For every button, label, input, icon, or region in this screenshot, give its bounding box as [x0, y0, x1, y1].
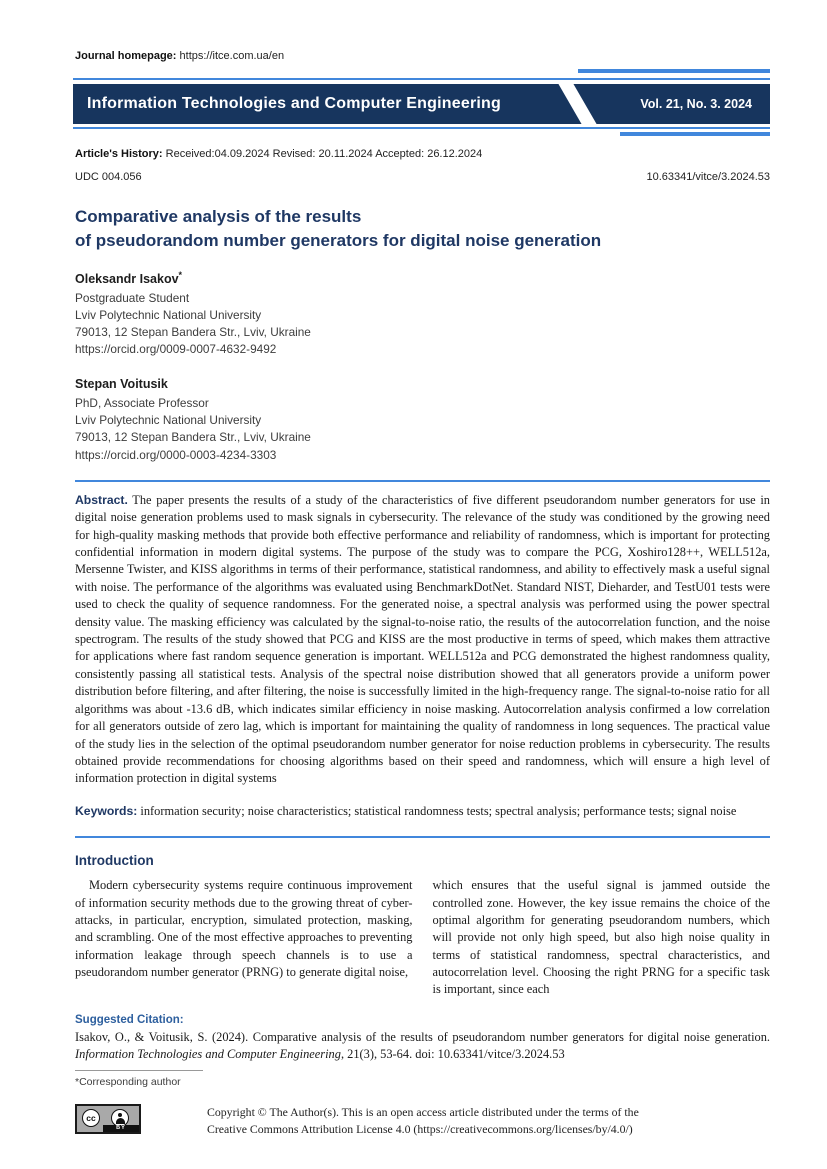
abstract-paragraph [75, 492, 770, 788]
author-name: Oleksandr Isakov* [75, 269, 183, 286]
bottom-accent-line [620, 132, 770, 136]
volume-info: Vol. 21, No. 3. 2024 [640, 97, 752, 111]
article-history-text: Received:04.09.2024 Revised: 20.11.2024 Accepted: 26.12.2024 [165, 148, 483, 160]
author-affiliation: Lviv Polytechnic National University [75, 307, 262, 322]
keywords-text: information security; noise characteristics; statistical randomness tests; spectral analysis; performance tests; signal noise [140, 803, 737, 818]
article-title-line1: Comparative analysis of the results [75, 207, 362, 226]
journal-title: Information Technologies and Computer Engineering [87, 95, 501, 112]
banner-bottom-rule [73, 127, 770, 129]
cc-by-label: BY [103, 1125, 139, 1132]
article-title-line2: of pseudorandom number generators for digital noise generation [75, 230, 602, 250]
abstract-label: Abstract. [75, 492, 128, 507]
keywords-label: Keywords: [75, 803, 138, 818]
author-position: Postgraduate Student [75, 290, 190, 305]
abstract-text: The paper presents the results of a study of the characteristics of five different pseudorandom number generators for use in digital noise generation problems used to mask signals in cybersecurity. The relevance of the study was conditioned by the growing need for high-quality masking methods that provide both effective performance and reliability of randomness, which is important for protecting confidential information in modern digital systems. The purpose of the study was to compare the PCG, Xoshiro128++, WELL512a, Mersenne Twister, and KISS algorithms in terms of their performance, statistical randomness, and ability to effectively mask a useful signal with noise. The performance of the algorithms was evaluated using BenchmarkDotNet. Standard NIST, Dieharder, and TestU01 tests were used to check the quality of sequence randomness. For the generated noise, a spectral analysis was performed using the power spectral density value. The masking efficiency was calculated by the signal-to-noise ratio, the results of the autocorrelation function, and the noise spectrogram. The results of the study showed that PCG and KISS are the most productive in terms of speed, which makes them attractive for applications where fast random sequence generation is important. WELL512a and PCG demonstrated the highest randomness quality, consistently passing all statistical tests. Analysis of the spectral noise distribution showed that all generators provide a uniform power distribution before filtering, and after filtering, the noise is successfully limited in the high-frequency range. The signal-to-noise ratio for all algorithms was about -13.6 dB, which indicates similar efficiency in noise masking. Autocorrelation analysis confirmed a low correlation for all generators outside of zero lag, which is important for maintaining the quality of randomness in long sequences. The practical value of the study lies in the selection of the optimal pseudorandom number generator for noise reduction problems in cybersecurity. The results obtained provide recommendations for choosing algorithms based on their speed and randomness, which will ensure a high level of information protection in digital systems [75, 492, 770, 786]
article-history [75, 148, 770, 160]
author-name: Stepan Voitusik [75, 377, 168, 392]
journal-homepage-line [75, 50, 284, 62]
section-divider [75, 480, 770, 482]
footnote-divider [75, 1070, 203, 1071]
cc-license-badge[interactable] [75, 1104, 141, 1134]
journal-banner [73, 84, 770, 124]
citation-prefix: Isakov, O., & Voitusik, S. (2024). Comparative analysis of the results of pseudorandom number generators for digital noise generation. [75, 1029, 770, 1044]
journal-homepage-link[interactable]: https://itce.com.ua/en [179, 50, 285, 62]
udc-doi-row [75, 171, 770, 183]
doi-number[interactable]: 10.63341/vitce/3.2024.53 [646, 171, 770, 183]
journal-header [0, 0, 827, 140]
author-address: 79013, 12 Stepan Bandera Str., Lviv, Ukraine [75, 324, 311, 339]
copyright-line1: Copyright © The Author(s). This is an open access article distributed under the terms of the [207, 1105, 639, 1120]
authors-block [75, 270, 770, 464]
suggested-citation-label: Suggested Citation: [75, 1013, 184, 1026]
journal-name-italic: Information Technologies and Computer Engineering [75, 1046, 341, 1061]
top-accent-line [578, 69, 770, 73]
corresponding-author-marker: * [178, 269, 183, 280]
author-address: 79013, 12 Stepan Bandera Str., Lviv, Ukraine [75, 430, 311, 445]
orcid-link[interactable]: https://orcid.org/0000-0003-4234-3303 [75, 447, 277, 462]
author-details [75, 290, 770, 358]
author-affiliation: Lviv Polytechnic National University [75, 413, 262, 428]
copyright-line2: Creative Commons Attribution License 4.0 (https://creativecommons.org/licenses/by/4.0/) [207, 1121, 633, 1136]
citation-text [75, 1029, 770, 1062]
citation-suffix: , 21(3), 53-64. doi: 10.63341/vitce/3.2024.53 [340, 1046, 565, 1061]
banner-top-rule [73, 78, 770, 80]
copyright-text [207, 1104, 639, 1137]
keywords-paragraph [75, 803, 770, 820]
author-position: PhD, Associate Professor [75, 396, 209, 411]
udc-number: UDC 004.056 [75, 171, 142, 183]
corresponding-author-note: *Corresponding author [75, 1076, 181, 1089]
introduction-heading: Introduction [75, 853, 154, 869]
orcid-link[interactable]: https://orcid.org/0009-0007-4632-9492 [75, 342, 277, 357]
intro-column-left: Modern cybersecurity systems require continuous improvement of information security methods due to the growing threat of cyber-attacks, in particular, encryption, simulated protection, masking, and scrambling. One of the most effective approaches to preventing information leakage through speech channels is to use a pseudorandom number generator (PRNG) to generate digital noise, [75, 878, 413, 980]
author-details [75, 395, 770, 463]
intro-column-right: which ensures that the useful signal is jammed outside the controlled zone. However, the key issue remains the choice of the optimal algorithm for generating pseudorandom numbers, which will provide not only high speed, but also high noise quality in terms of statistical randomness, spectral characteristics, and autocorrelation level. Choosing the right PRNG for a specific task is important, since each [432, 878, 770, 997]
banner-divider-stripe [555, 84, 600, 124]
cc-icon: cc [82, 1109, 100, 1127]
article-title [75, 205, 770, 253]
journal-homepage-label: Journal homepage: [75, 50, 177, 62]
article-history-label: Article's History: [75, 148, 163, 160]
section-divider [75, 836, 770, 838]
introduction-columns [75, 877, 770, 999]
license-row [75, 1104, 770, 1137]
